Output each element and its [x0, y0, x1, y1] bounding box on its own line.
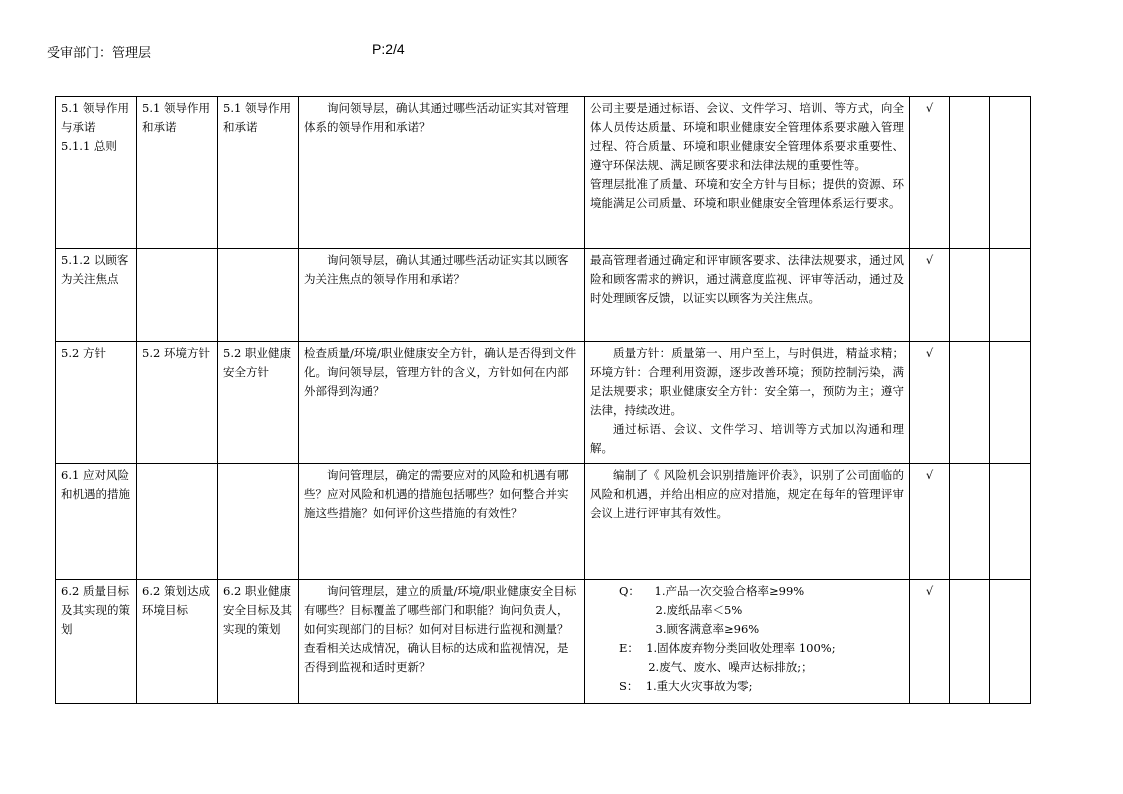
goal-line: 2.废气、废水、噪声达标排放;； [619, 660, 813, 674]
question-text: 询问管理层，确定的需要应对的风险和机遇有哪些？应对风险和机遇的措施包括哪些？如何整合并实施这些措施？如何评价这些措施的有效性？ [304, 468, 569, 520]
audit-question [299, 97, 585, 249]
clause-ohs: 5.1 领导作用和承诺 [218, 97, 299, 249]
question-text: 询问领导层，确认其通过哪些活动证实其对管理体系的领导作用和承诺？ [304, 101, 569, 134]
blank-cell [950, 249, 990, 342]
evidence-text: 编制了《 风险机会识别措施评价表》，识别了公司面临的风险和机遇，并给出相应的应对措施，规定在每年的管理评审会议上进行评审其有效性。 [590, 468, 904, 520]
evidence-text: 通过标语、会议、文件学习、培训等方式加以沟通和理解。 [590, 422, 904, 455]
goal-line: S： 1.重大火灾事故为零; [619, 679, 753, 693]
audit-evidence [585, 249, 910, 342]
conformity-check-mark: √ [910, 464, 950, 580]
evidence-text: 公司主要是通过标语、会议、文件学习、培训、等方式，向全体人员传达质量、环境和职业健康安全管理体系要求融入管理过程、符合质量、环境和职业健康安全管理体系要求重要性、遵守环保法规、满足顾客要求和法律法规的重要性等。 [590, 101, 904, 172]
clause-ohs [218, 464, 299, 580]
question-text: 询问管理层，建立的质量/环境/职业健康安全目标有哪些？目标覆盖了哪些部门和职能？询问负责人，如何实现部门的目标？如何对目标进行监视和测量？查看相关达成情况，确认目标的达成和监视情况，是否得到监视和适时更新？ [304, 584, 577, 674]
clause-ohs: 5.2 职业健康安全方针 [218, 342, 299, 464]
clause-environment [137, 249, 218, 342]
table-row [56, 580, 1031, 704]
clause-quality: 5.2 方针 [56, 342, 137, 464]
audit-evidence [585, 97, 910, 249]
blank-cell [990, 580, 1031, 704]
question-text: 检查质量/环境/职业健康安全方针，确认是否得到文件化。询问领导层，管理方针的含义，方针如何在内部外部得到沟通？ [304, 346, 577, 398]
table-row [56, 464, 1031, 580]
evidence-text: 管理层批准了质量、环境和安全方针与目标；提供的资源、环境能满足公司质量、环境和职业健康安全管理体系运行要求。 [590, 177, 904, 210]
table-row [56, 97, 1031, 249]
blank-cell [990, 342, 1031, 464]
clause-environment [137, 464, 218, 580]
clause-quality: 5.1 领导作用与承诺 5.1.1 总则 [56, 97, 137, 249]
goal-line: 3.顾客满意率≥96% [619, 622, 760, 636]
goal-line: E： 1.固体废弃物分类回收处理率 100%; [619, 641, 836, 655]
clause-quality: 6.1 应对风险和机遇的措施 [56, 464, 137, 580]
conformity-check-mark: √ [910, 249, 950, 342]
audit-question [299, 580, 585, 704]
clause-environment: 5.2 环境方针 [137, 342, 218, 464]
clause-environment: 6.2 策划达成环境目标 [137, 580, 218, 704]
question-text: 询问领导层，确认其通过哪些活动证实其以顾客为关注焦点的领导作用和承诺？ [304, 253, 569, 286]
audit-evidence [585, 580, 910, 704]
table-row [56, 342, 1031, 464]
goal-line: 2.废纸品率＜5% [619, 603, 743, 617]
audit-evidence [585, 342, 910, 464]
audit-checklist-table [55, 96, 1031, 704]
conformity-check-mark: √ [910, 342, 950, 464]
audit-question [299, 249, 585, 342]
audited-department: 受审部门：管理层 [47, 46, 152, 61]
conformity-check-mark: √ [910, 580, 950, 704]
clause-ohs [218, 249, 299, 342]
audit-question [299, 464, 585, 580]
goal-line: Q： 1.产品一次交验合格率≥99% [619, 584, 805, 598]
blank-cell [990, 249, 1031, 342]
blank-cell [950, 464, 990, 580]
conformity-check-mark: √ [910, 97, 950, 249]
blank-cell [990, 97, 1031, 249]
evidence-text: 最高管理者通过确定和评审顾客要求、法律法规要求，通过风险和顾客需求的辨识，通过满意度监视、评审等活动，通过及时处理顾客反馈，以证实以顾客为关注焦点。 [590, 253, 904, 305]
blank-cell [950, 97, 990, 249]
evidence-text: 质量方针：质量第一、用户至上，与时俱进，精益求精；环境方针：合理利用资源，逐步改善环境；预防控制污染，满足法规要求；职业健康安全方针：安全第一，预防为主；遵守法律，持续改进。 [590, 346, 904, 417]
audit-evidence [585, 464, 910, 580]
table-row [56, 249, 1031, 342]
blank-cell [990, 464, 1031, 580]
blank-cell [950, 342, 990, 464]
clause-quality: 6.2 质量目标及其实现的策划 [56, 580, 137, 704]
clause-ohs: 6.2 职业健康安全目标及其实现的策划 [218, 580, 299, 704]
clause-quality: 5.1.2 以顾客为关注焦点 [56, 249, 137, 342]
audit-question [299, 342, 585, 464]
clause-environment: 5.1 领导作用和承诺 [137, 97, 218, 249]
page-number: P:2/4 [372, 41, 405, 57]
blank-cell [950, 580, 990, 704]
